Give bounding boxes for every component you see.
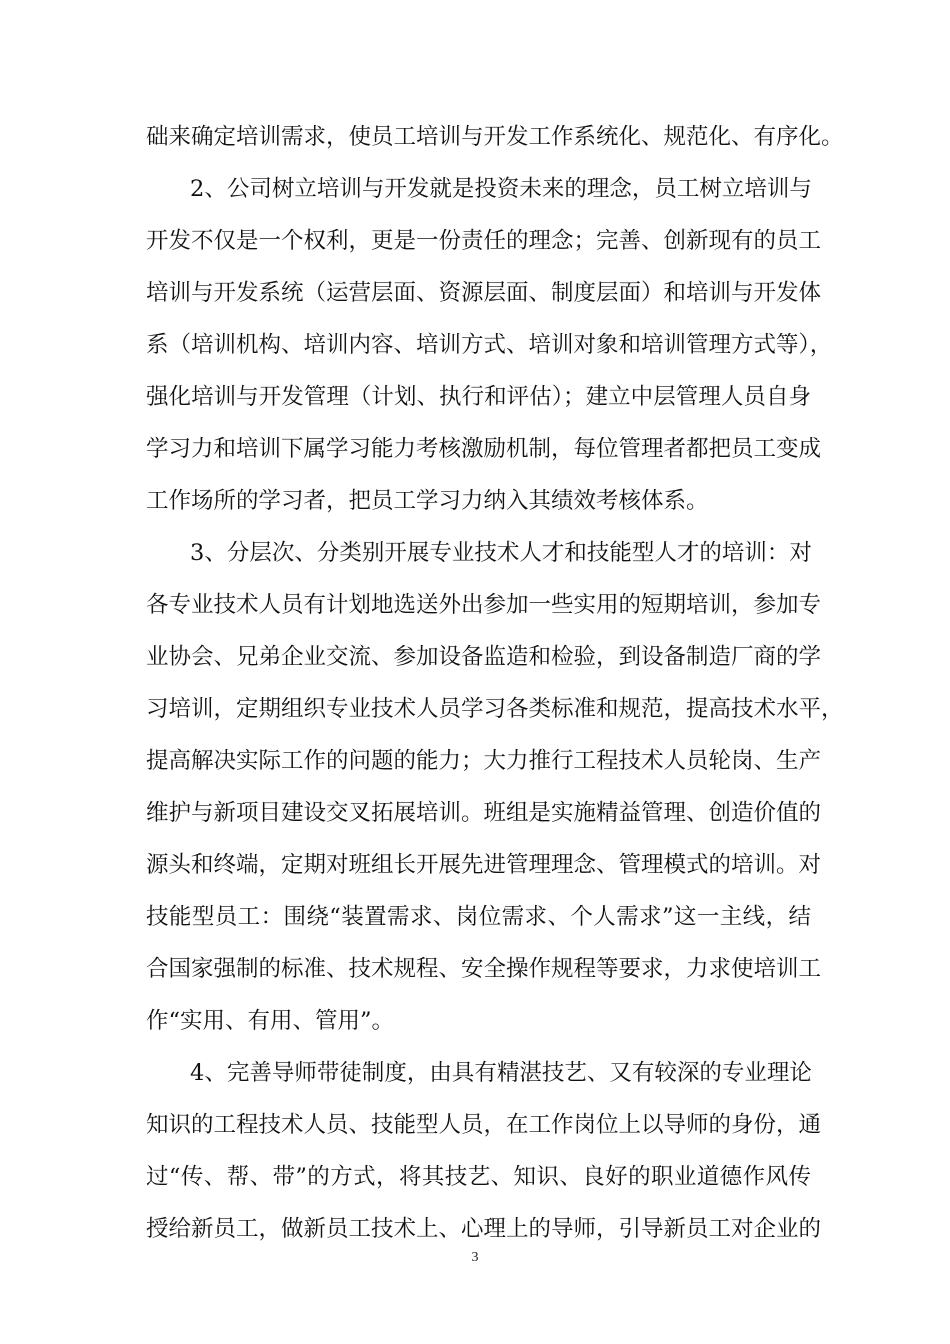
text-line: 工作场所的学习者，把员工学习力纳入其绩效考核体系。 [146, 488, 709, 514]
text-line: 强化培训与开发管理（计划、执行和评估）；建立中层管理人员自身 [146, 384, 811, 410]
page-number: 3 [471, 1250, 479, 1265]
text-line: 学习力和培训下属学习能力考核激励机制，每位管理者都把员工变成 [146, 436, 822, 462]
paragraph-start-line: 2、公司树立培训与开发就是投资未来的理念，员工树立培训与 [190, 176, 812, 202]
text-line: 过“传、帮、带”的方式，将其技艺、知识、良好的职业道德作风传 [146, 1164, 811, 1190]
text-line: 培训与开发系统（运营层面、资源层面、制度层面）和培训与开发体 [146, 280, 822, 306]
text-line: 开发不仅是一个权利，更是一份责任的理念；完善、创新现有的员工 [146, 228, 822, 254]
text-line: 源头和终端，定期对班组长开展先进管理理念、管理模式的培训。对 [146, 852, 822, 878]
text-line: 授给新员工，做新员工技术上、心理上的导师，引导新员工对企业的 [146, 1216, 822, 1242]
text-line: 维护与新项目建设交叉拓展培训。班组是实施精益管理、创造价值的 [146, 800, 822, 826]
text-line: 习培训，定期组织专业技术人员学习各类标准和规范，提高技术水平， [146, 696, 844, 722]
text-line: 系（培训机构、培训内容、培训方式、培训对象和培训管理方式等）， [146, 332, 833, 358]
text-line: 技能型员工：围绕“装置需求、岗位需求、个人需求”这一主线，结 [146, 904, 811, 930]
text-line: 础来确定培训需求，使员工培训与开发工作系统化、规范化、有序化。 [146, 124, 844, 150]
text-line: 提高解决实际工作的问题的能力；大力推行工程技术人员轮岗、生产 [146, 748, 822, 774]
text-line: 知识的工程技术人员、技能型人员，在工作岗位上以导师的身份，通 [146, 1112, 822, 1138]
text-line: 作“实用、有用、管用”。 [146, 1008, 395, 1034]
text-line: 各专业技术人员有计划地选送外出参加一些实用的短期培训，参加专 [146, 592, 822, 618]
text-line: 业协会、兄弟企业交流、参加设备监造和检验，到设备制造厂商的学 [146, 644, 822, 670]
paragraph-start-line: 4、完善导师带徒制度，由具有精湛技艺、又有较深的专业理论 [190, 1060, 812, 1086]
text-line: 合国家强制的标准、技术规程、安全操作规程等要求，力求使培训工 [146, 956, 822, 982]
paragraph-start-line: 3、分层次、分类别开展专业技术人才和技能型人才的培训：对 [190, 540, 812, 566]
